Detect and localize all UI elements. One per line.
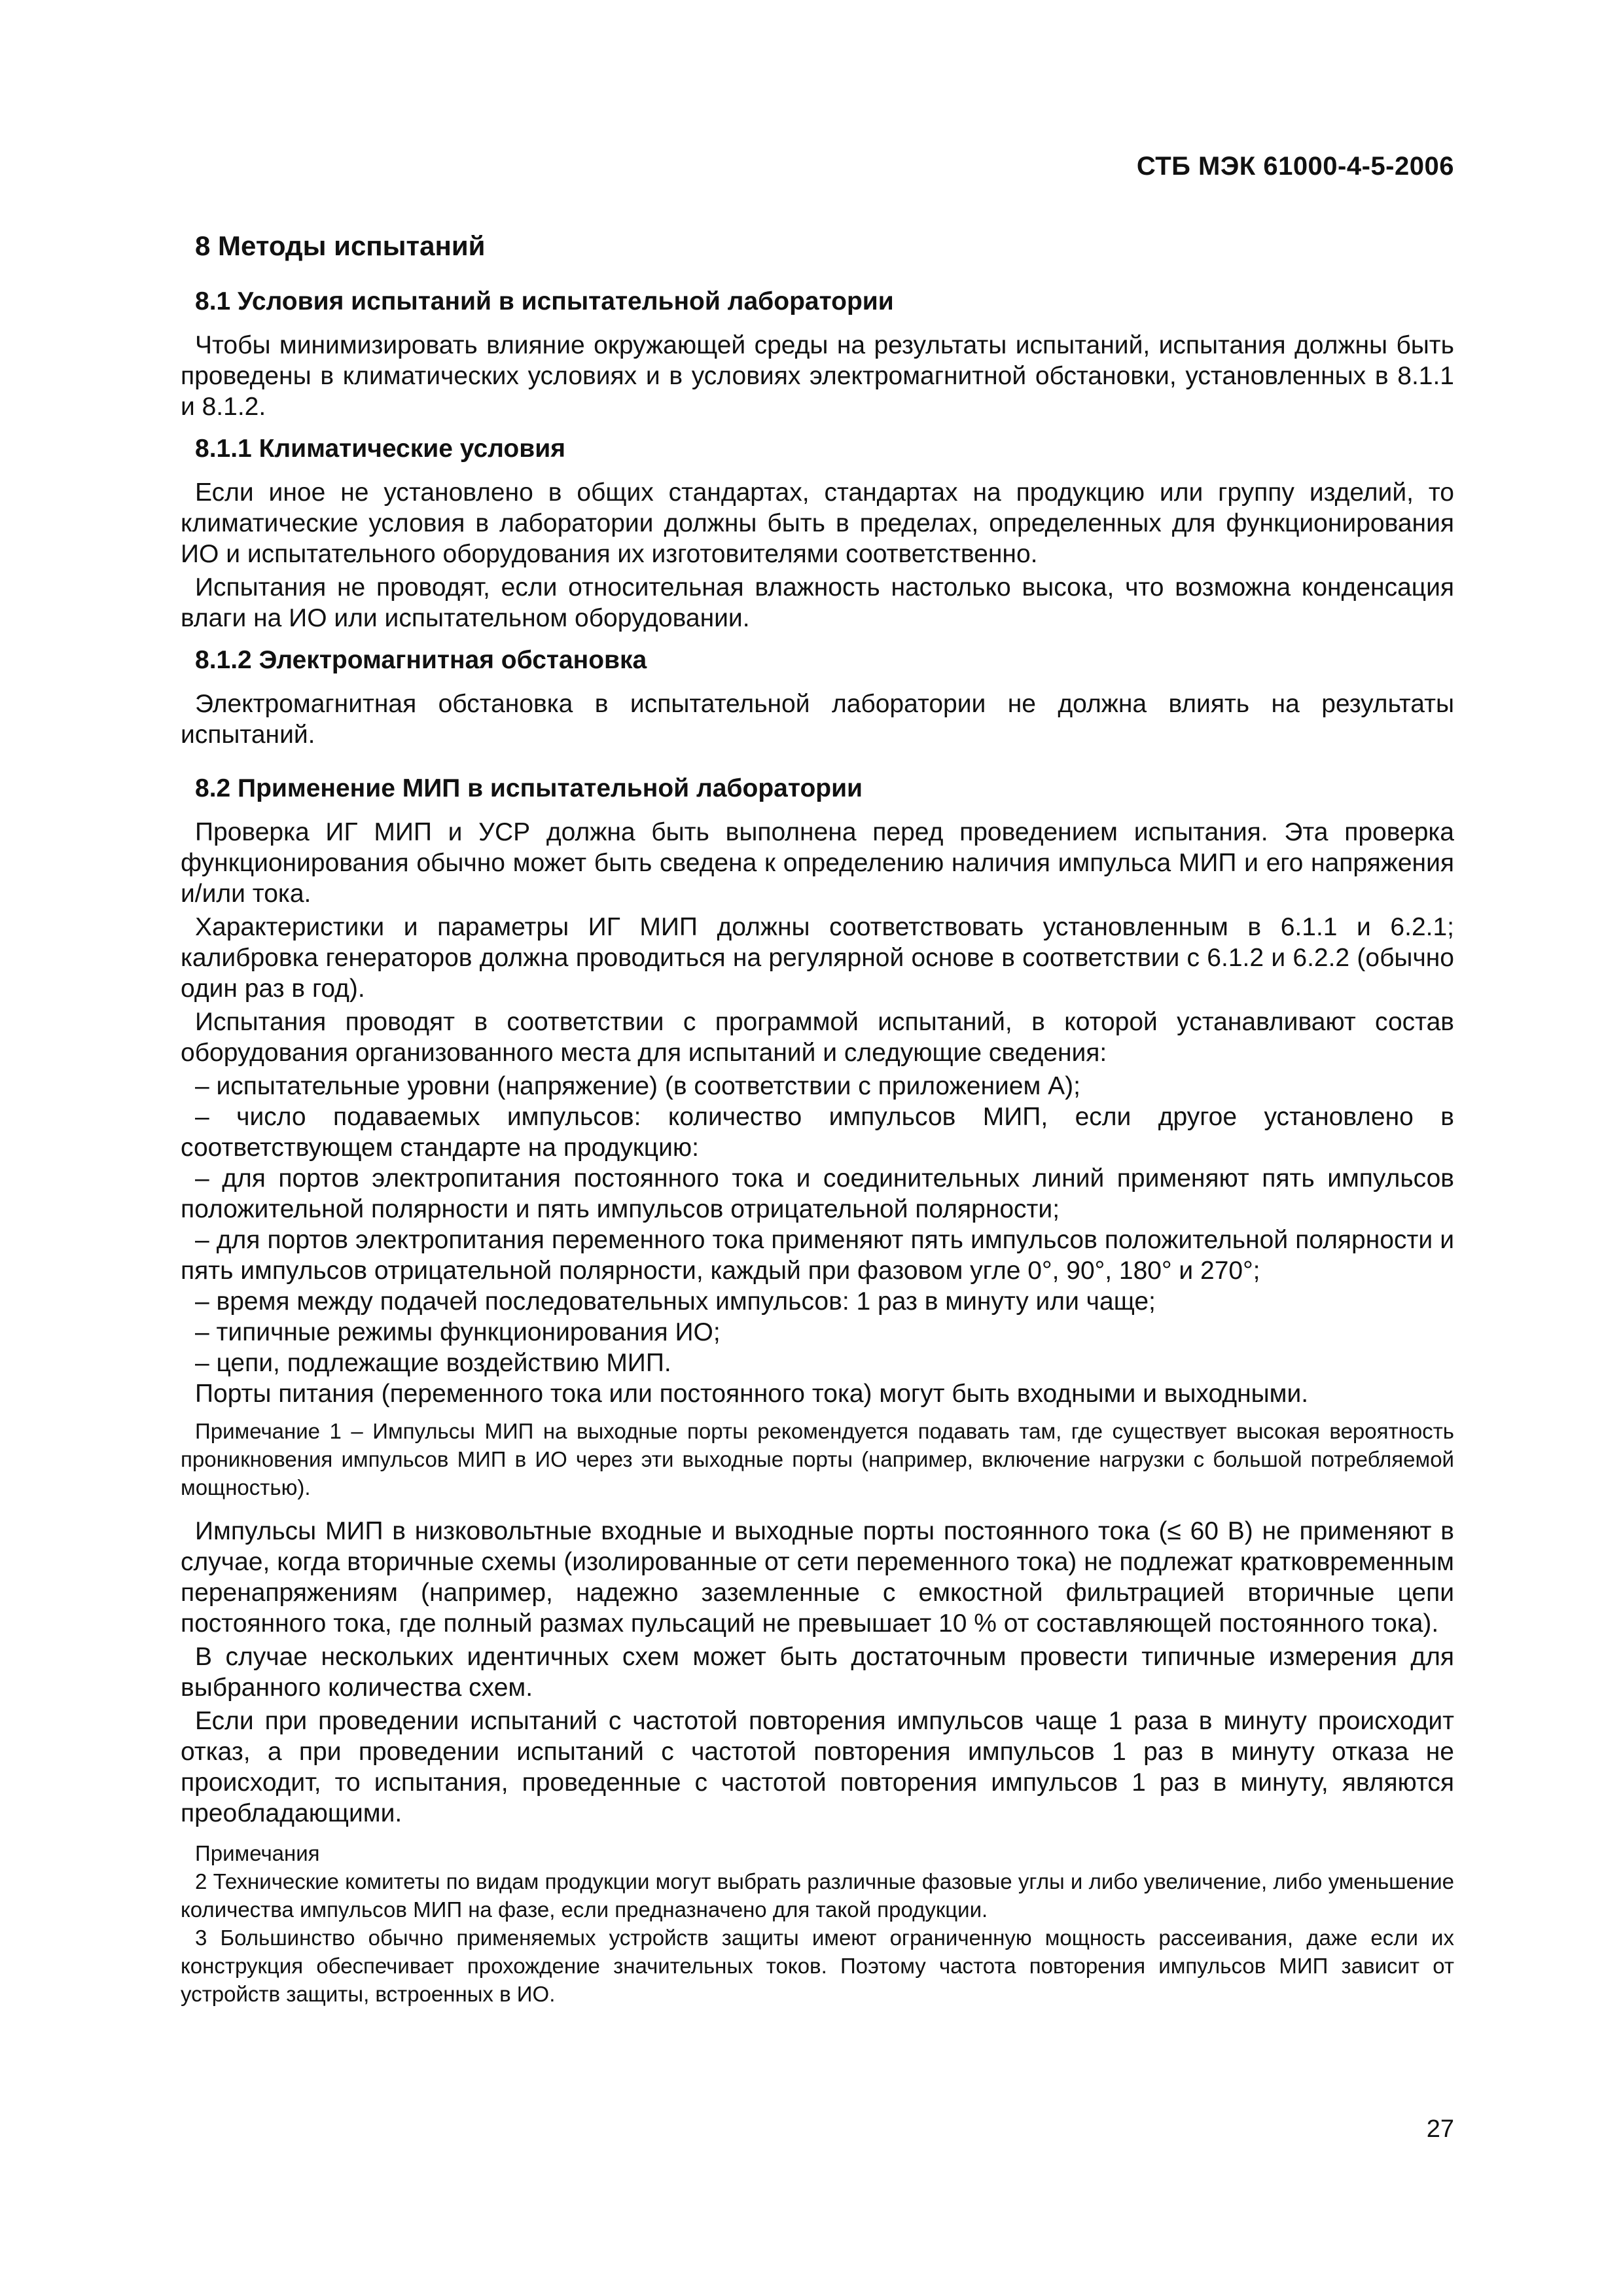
section-8-2-paragraph-6: В случае нескольких идентичных схем может быть достаточным провести типичные измерения для выбранного количества схем. <box>181 1643 1454 1702</box>
list-item: – для портов электропитания постоянного тока и соединительных линий применяют пять импульсов положительной полярности и пять импульсов отрицательной полярности; <box>181 1164 1454 1223</box>
section-8-1-1-paragraph-1: Если иное не установлено в общих стандартах, стандартах на продукцию или группу изделий, то климатические условия в лаборатории должны быть в пределах, определенных для функционирования ИО и испытательного оборудования их изготовителями соответственно. <box>181 478 1454 568</box>
list-item: – число подаваемых импульсов: количество импульсов МИП, если другое установлено в соответствующем стандарте на продукцию: <box>181 1103 1454 1162</box>
section-8-1-2-paragraph: Электромагнитная обстановка в испытательной лаборатории не должна влиять на результаты испытаний. <box>181 690 1454 749</box>
section-8-1-1-title: 8.1.1 Климатические условия <box>195 435 565 463</box>
section-8-2-paragraph-3: Испытания проводят в соответствии с программой испытаний, в которой устанавливают состав оборудования организованного места для испытаний и следующие сведения: <box>181 1008 1454 1067</box>
section-8-1-2-title: 8.1.2 Электромагнитная обстановка <box>195 646 647 674</box>
section-8-title: 8 Методы испытаний <box>195 230 486 261</box>
list-item: – время между подачей последовательных импульсов: 1 раз в минуту или чаще; <box>195 1287 1156 1316</box>
section-8-2-paragraph-2: Характеристики и параметры ИГ МИП должны соответствовать установленным в 6.1.1 и 6.2.1; калибровка генераторов должна проводиться на регулярной основе в соответствии с 6.1.2 и 6.2.2 (обычно один раз в год). <box>181 913 1454 1003</box>
section-8-1-1-paragraph-2: Испытания не проводят, если относительная влажность настолько высока, что возможна конденсация влаги на ИО или испытательном оборудовании. <box>181 573 1454 632</box>
note-1: Примечание 1 – Импульсы МИП на выходные порты рекомендуется подавать там, где существует высокая вероятность проникновения импульсов МИП в ИО через эти выходные порты (например, включение нагрузки с большой потребляемой мощностью). <box>181 1419 1454 1499</box>
page-number: 27 <box>1426 2115 1454 2143</box>
section-8-1-paragraph: Чтобы минимизировать влияние окружающей среды на результаты испытаний, испытания должны быть проведены в климатических условиях и в условиях электромагнитной обстановки, установленных в 8.1.1 и 8.1.2. <box>181 331 1454 421</box>
test-info-list <box>181 1071 1454 1378</box>
section-8-2-paragraph-7: Если при проведении испытаний с частотой повторения импульсов чаще 1 раза в минуту происходит отказ, а при проведении испытаний с частотой повторения импульсов 1 раз в минуту отказа не происходит, то испытания, проведенные с частотой повторения импульсов 1 раз в минуту, являются преобладающими. <box>181 1707 1454 1827</box>
note-3: 3 Большинство обычно применяемых устройств защиты имеют ограниченную мощность рассеивания, даже если их конструкция обеспечивает прохождение значительных токов. Поэтому частота повторения импульсов МИП зависит от устройств защиты, встроенных в ИО. <box>181 1926 1454 2006</box>
section-8-2-title: 8.2 Применение МИП в испытательной лаборатории <box>195 774 863 802</box>
section-8-1-title: 8.1 Условия испытаний в испытательной лаборатории <box>195 287 894 315</box>
list-item: – цепи, подлежащие воздействию МИП. <box>195 1349 671 1377</box>
notes-heading: Примечания <box>195 1841 320 1865</box>
note-2: 2 Технические комитеты по видам продукции могут выбрать различные фазовые углы и либо увеличение, либо уменьшение количества импульсов МИП на фазе, если предназначено для такой продукции. <box>181 1869 1454 1922</box>
list-item: – типичные режимы функционирования ИО; <box>195 1318 721 1346</box>
page-content <box>181 229 1454 2008</box>
list-item: – испытательные уровни (напряжение) (в соответствии с приложением А); <box>195 1072 1080 1100</box>
standard-id-header: СТБ МЭК 61000-4-5-2006 <box>1136 152 1454 181</box>
section-8-2-paragraph-1: Проверка ИГ МИП и УСР должна быть выполнена перед проведением испытания. Эта проверка функционирования обычно может быть сведена к определению наличия импульса МИП и его напряжения и/или тока. <box>181 818 1454 908</box>
list-item: – для портов электропитания переменного тока применяют пять импульсов положительной полярности и пять импульсов отрицательной полярности, каждый при фазовом угле 0°, 90°, 180° и 270°; <box>181 1226 1454 1285</box>
section-8-2-paragraph-4: Порты питания (переменного тока или постоянного тока) могут быть входными и выходными. <box>195 1380 1309 1408</box>
section-8-2-paragraph-5: Импульсы МИП в низковольтные входные и выходные порты постоянного тока (≤ 60 В) не применяют в случае, когда вторичные схемы (изолированные от сети переменного тока) не подлежат кратковременным перенапряжениям (например, надежно заземленные с емкостной фильтрацией вторичные цепи постоянного тока, где полный размах пульсаций не превышает 10 % от составляющей постоянного тока). <box>181 1517 1454 1638</box>
